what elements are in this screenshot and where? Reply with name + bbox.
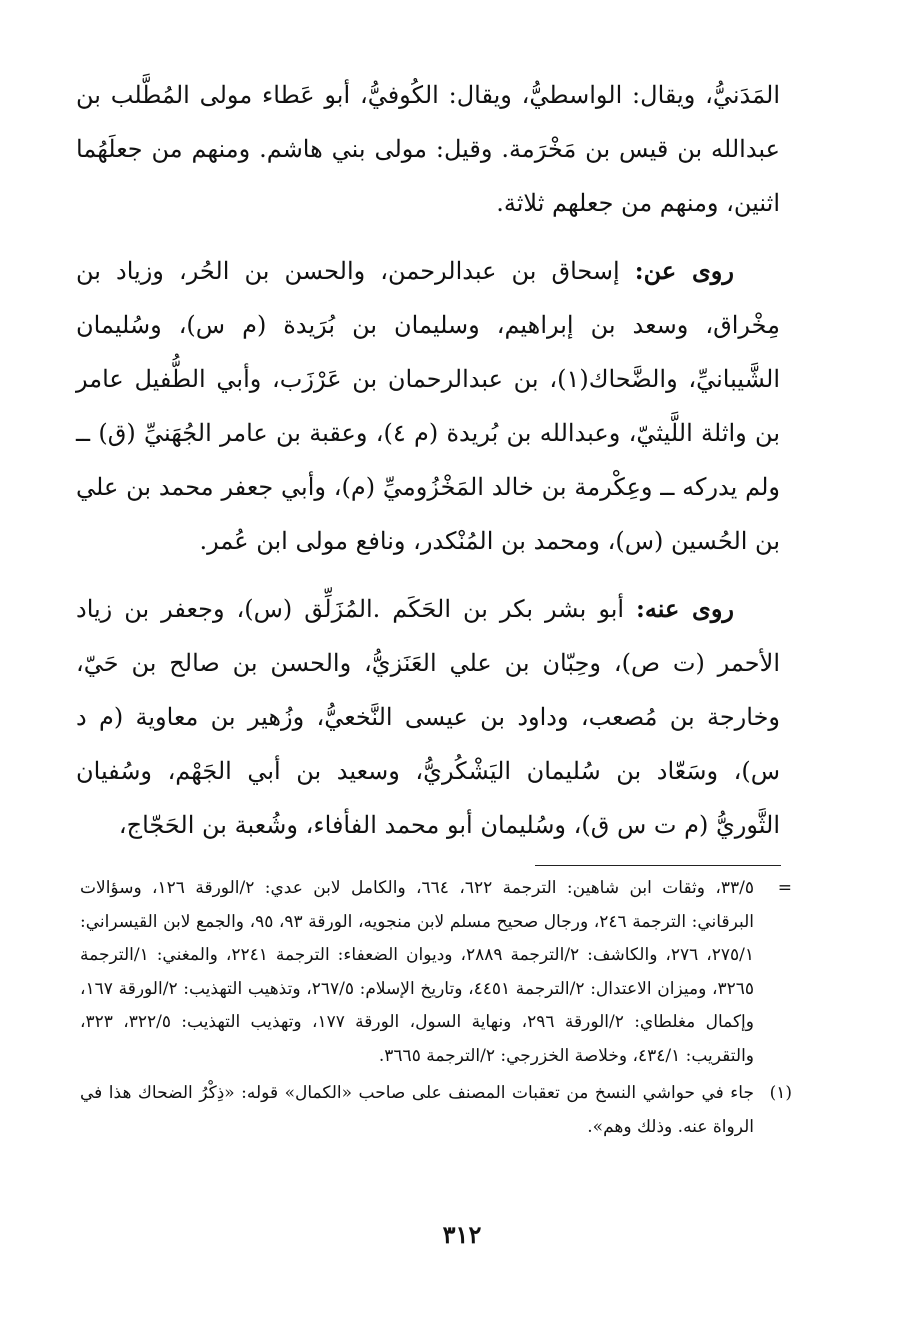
footnotes <box>80 872 792 1144</box>
continuation-text: ٣٣/٥، وثقات ابن شاهين: الترجمة ٦٢٢، ٦٦٤، والكامل لابن عدي: ٢/الورقة ١٢٦، وسؤالات البرقاني: الترجمة ٢٤٦، ورجال صحيح مسلم لابن منجويه، الورقة ٩٣، ٩٥، والجمع لابن القيسراني: ٢٧٥/١، ٢٧٦، والكاشف: ٢/الترجمة ٢٨٨٩، وديوان الضعفاء: الترجمة ٢٢٤١، والمغني: ١/الترجمة ٣٢٦٥، وميزان الاعتدال: ٢/الترجمة ٤٤٥١، وتاريخ الإسلام: ٢٦٧/٥، وتذهيب التهذيب: ٢/الورقة ١٦٧، وإكمال مغلطاي: ٢/الورقة ٢٩٦، ونهاية السول، الورقة ١٧٧، وتهذيب التهذيب: ٣٢٢/٥، ٣٢٣، والتقريب: ٤٣٤/١، وخلاصة الخزرجي: ٢/الترجمة ٣٦٦٥. <box>80 878 755 1066</box>
page-number: ٣١٢ <box>442 1220 482 1249</box>
narrated-from-paragraph <box>76 244 780 568</box>
footnote-divider <box>535 865 781 866</box>
narrated-by-heading: روى عنه: <box>636 594 734 623</box>
main-text <box>76 68 780 866</box>
footnote-continuation <box>80 872 792 1073</box>
narrated-by-text: أبو بشر بكر بن الحَكَم .المُزَلِّق (س)، وجعفر بن زياد الأحمر (ت ص)، وحِبّان بن علي العَنَزيُّ، والحسن بن صالح بن حَيّ، وخارجة بن مُصعب، وداود بن عيسى النَّخعيُّ، وزُهير بن معاوية (م د س)، وسَعّاد بن سُليمان اليَشْكُريُّ، وسعيد بن أبي الجَهْم، وسُفيان الثَّوريُّ (م ت س ق)، وسُليمان أبو محمد الفأفاء، وشُعبة بن الحَجّاج، <box>76 595 780 839</box>
continuation-mark: = <box>777 878 792 898</box>
footnote-1-mark: (١) <box>769 1083 792 1103</box>
footnote-1-text: جاء في حواشي النسخ من تعقبات المصنف على صاحب «الكمال» قوله: «ذِكْرُ الضحاك هذا في الرواة عنه. وذلك وهم». <box>80 1083 754 1137</box>
footnote-1 <box>80 1077 792 1144</box>
intro-paragraph: المَدَنيُّ، ويقال: الواسطيُّ، ويقال: الكُوفيُّ، أبو عَطاء مولى المُطَّلب بن عبدالله بن قيس بن مَخْرَمة. وقيل: مولى بني هاشم. ومنهم من جعلَهُما اثنين، ومنهم من جعلهم ثلاثة. <box>76 81 780 217</box>
narrated-from-text: إسحاق بن عبدالرحمن، والحسن بن الحُر، وزياد بن مِخْراق، وسعد بن إبراهيم، وسليمان بن بُرَيدة (م س)، وسُليمان الشَّيبانيِّ، والضَّحاك(١)، بن عبدالرحمان بن عَرْزَب، وأبي الطُّفيل عامر بن واثلة اللَّيثيّ، وعبدالله بن بُريدة (م ٤)، وعقبة بن عامر الجُهَنيِّ (ق) ــ ولم يدركه ــ وعِكْرمة بن خالد المَخْزُوميِّ (م)، وأبي جعفر محمد بن علي بن الحُسين (س)، ومحمد بن المُنْكدر، ونافع مولى ابن عُمر. <box>76 257 781 555</box>
narrated-from-heading: روى عن: <box>634 256 734 285</box>
narrated-by-paragraph <box>76 582 780 852</box>
